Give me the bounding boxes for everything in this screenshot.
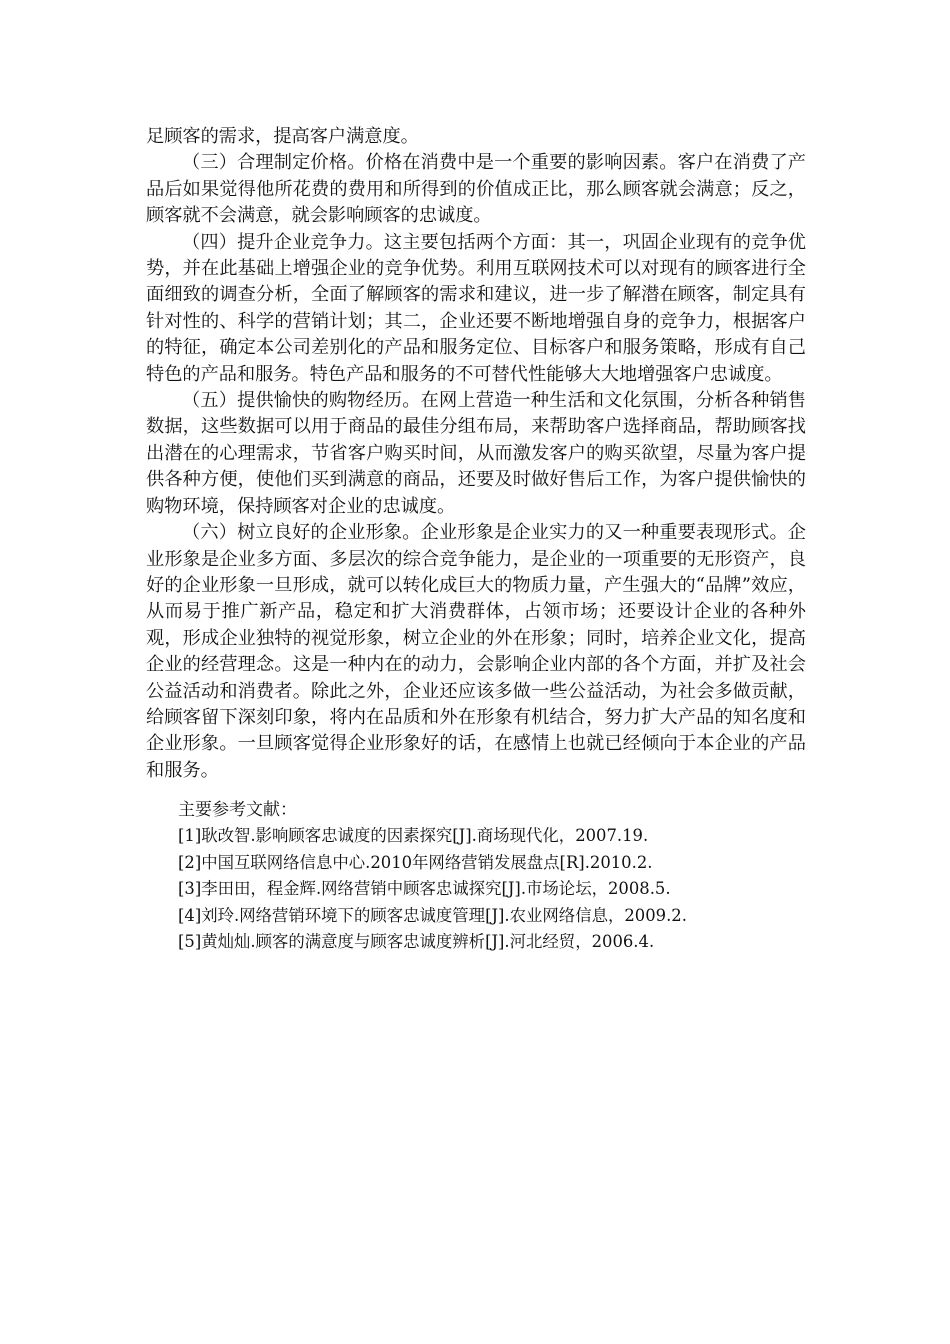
references-title: 主要参考文献： <box>178 800 297 820</box>
reference-item: [5]黄灿灿.顾客的满意度与顾客忠诚度辨析[J].河北经贸，2006.4. <box>178 932 655 952</box>
paragraph-continuation: 足顾客的需求，提高客户满意度。 <box>146 126 419 147</box>
references-section <box>178 797 818 955</box>
references-list <box>178 823 818 955</box>
reference-item: [4]刘玲.网络营销环境下的顾客忠诚度管理[J].农业网络信息，2009.2. <box>178 905 687 925</box>
reference-item: [2]中国互联网络信息中心.2010年网络营销发展盘点[R].2010.2. <box>178 852 653 872</box>
paragraph-shopping-experience: （五）提供愉快的购物经历。在网上营造一种生活和文化氛围，分析各种销售数据，这些数据可以用于商品的最佳分组布局，来帮助客户选择商品，帮助顾客找出潜在的心理需求，节省客户购买时间，从而激发客户的购买欲望，尽量为客户提供各种方便，使他们买到满意的商品，还要及时做好售后工作，为客户提供愉快的购物环境，保持顾客对企业的忠诚度。 <box>146 390 806 517</box>
reference-item: [3]李田田，程金辉.网络营销中顾客忠诚探究[J].市场论坛，2008.5. <box>178 879 671 899</box>
reference-item: [1]耿改智.影响顾客忠诚度的因素探究[J].商场现代化，2007.19. <box>178 826 649 846</box>
paragraph-corporate-image: （六）树立良好的企业形象。企业形象是企业实力的又一种重要表现形式。企业形象是企业多方面、多层次的综合竞争能力，是企业的一项重要的无形资产，良好的企业形象一旦形成，就可以转化成巨大的物质力量，产生强大的“品牌”效应，从而易于推广新产品，稳定和扩大消费群体，占领市场；还要设计企业的各种外观，形成企业独特的视觉形象，树立企业的外在形象；同时，培养企业文化，提高企业的经营理念。这是一种内在的动力，会影响企业内部的各个方面，并扩及社会公益活动和消费者。除此之外，企业还应该多做一些公益活动，为社会多做贡献，给顾客留下深刻印象，将内在品质和外在形象有机结合，努力扩大产品的知名度和企业形象。一旦顾客觉得企业形象好的话，在感情上也就已经倾向于本企业的产品和服务。 <box>146 522 806 781</box>
paragraph-pricing: （三）合理制定价格。价格在消费中是一个重要的影响因素。客户在消费了产品后如果觉得他所花费的费用和所得到的价值成正比，那么顾客就会满意；反之，顾客就不会满意，就会影响顾客的忠诚度。 <box>146 152 806 227</box>
body-text <box>146 124 806 784</box>
paragraph-competitiveness: （四）提升企业竞争力。这主要包括两个方面：其一，巩固企业现有的竞争优势，并在此基础上增强企业的竞争优势。利用互联网技术可以对现有的顾客进行全面细致的调查分析，全面了解顾客的需求和建议，进一步了解潜在顾客，制定具有针对性的、科学的营销计划；其二，企业还要不断地增强自身的竞争力，根据客户的特征，确定本公司差别化的产品和服务定位、目标客户和服务策略，形成有自己特色的产品和服务。特色产品和服务的不可替代性能够大大地增强客户忠诚度。 <box>146 231 806 385</box>
